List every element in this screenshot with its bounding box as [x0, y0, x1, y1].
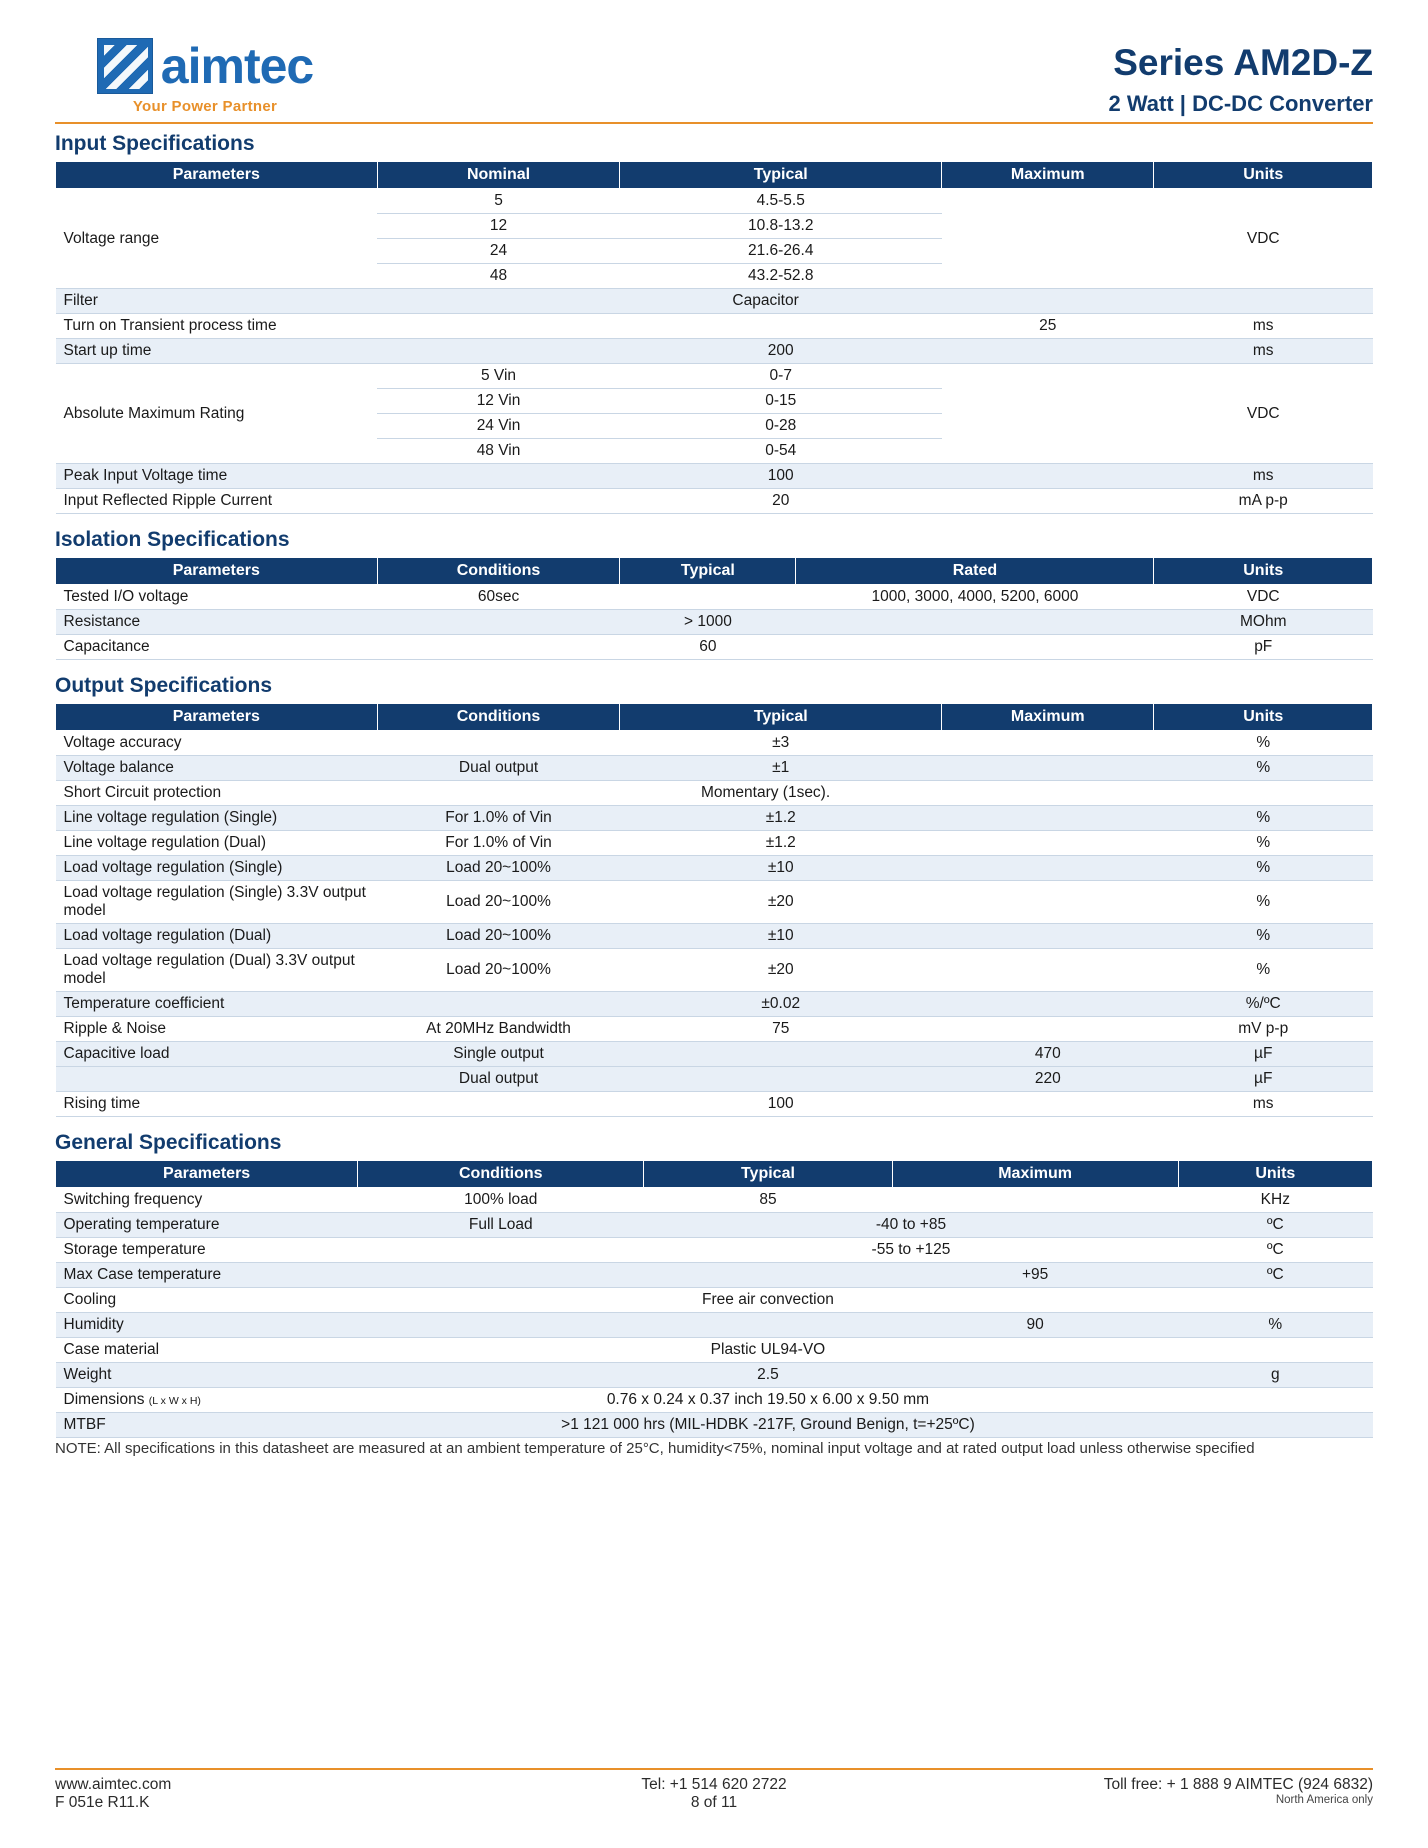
cell-maximum: [942, 1092, 1154, 1117]
cell-typical: 0-54: [620, 439, 942, 464]
param-capacitance: Capacitance: [56, 635, 378, 660]
param-dimensions-sub: (L x W x H): [148, 1395, 201, 1407]
cell-units: MOhm: [1154, 610, 1373, 635]
footer-telephone: Tel: +1 514 620 2722: [641, 1776, 787, 1793]
cell-units: ms: [1154, 339, 1373, 364]
cell-units: %: [1154, 831, 1373, 856]
cell-maximum: [942, 464, 1154, 489]
cell-units: ºC: [1178, 1263, 1372, 1288]
cell-typical: 20: [620, 489, 942, 514]
cell-nominal: 24 Vin: [377, 414, 620, 439]
param-switching-frequency: Switching frequency: [56, 1188, 358, 1213]
param-voltage-range: Voltage range: [56, 189, 378, 289]
footer-region: North America only: [1275, 1794, 1373, 1806]
output-specifications-table: [55, 703, 1373, 1117]
footer-tollfree: Toll free: + 1 888 9 AIMTEC (924 6832): [1103, 1776, 1373, 1793]
col-parameters: Parameters: [56, 162, 378, 189]
cell-typical: [644, 1263, 892, 1288]
param-cooling: Cooling: [56, 1288, 358, 1313]
cell-units: ºC: [1178, 1213, 1372, 1238]
param-max-case-temperature: Max Case temperature: [56, 1263, 358, 1288]
cell-nominal: 5: [377, 189, 620, 214]
cell-typical: ±10: [620, 924, 942, 949]
table-header-row: [56, 558, 1373, 585]
footer-page-number: 8 of 11: [690, 1794, 738, 1811]
cell-units: KHz: [1178, 1188, 1372, 1213]
cell-span-value: 2.5: [358, 1363, 1178, 1388]
col-typical: Typical: [620, 704, 942, 731]
table-row: [56, 1413, 1373, 1438]
table-row: [56, 1213, 1373, 1238]
table-row: [56, 289, 1373, 314]
cell-maximum: [942, 339, 1154, 364]
param-start-up-time: Start up time: [56, 339, 378, 364]
cell-typical: [620, 314, 942, 339]
col-conditions: Conditions: [358, 1161, 644, 1188]
cell-units: %: [1154, 949, 1373, 992]
param-resistance: Resistance: [56, 610, 378, 635]
cell-units: VDC: [1154, 189, 1373, 289]
cell-maximum: 220: [942, 1067, 1154, 1092]
cell-typical: [620, 1042, 942, 1067]
table-row: [56, 992, 1373, 1017]
cell-units: %/ºC: [1154, 992, 1373, 1017]
table-row: [56, 1388, 1373, 1413]
document-title-block: [1109, 38, 1373, 117]
cell-units: [1178, 1288, 1372, 1313]
cell-span-value: 0.76 x 0.24 x 0.37 inch 19.50 x 6.00 x 9.50 mm: [358, 1388, 1178, 1413]
cell-maximum: [942, 756, 1154, 781]
cell-maximum: [942, 1017, 1154, 1042]
cell-conditions: [377, 1092, 620, 1117]
table-row: [56, 881, 1373, 924]
cell-conditions: For 1.0% of Vin: [377, 806, 620, 831]
cell-maximum: +95: [892, 1263, 1178, 1288]
col-conditions: Conditions: [377, 558, 620, 585]
param-tested-io-voltage: Tested I/O voltage: [56, 585, 378, 610]
cell-maximum: [942, 489, 1154, 514]
param-dimensions: [56, 1388, 358, 1413]
table-row: [56, 189, 1373, 214]
param-voltage-accuracy: Voltage accuracy: [56, 731, 378, 756]
cell-conditions: [358, 1238, 644, 1263]
cell-units: pF: [1154, 635, 1373, 660]
table-row: [56, 806, 1373, 831]
param-mtbf: MTBF: [56, 1413, 358, 1438]
cell-conditions: [358, 1263, 644, 1288]
param-short-circuit-protection: Short Circuit protection: [56, 781, 378, 806]
param-load-voltage-regulation-dual: Load voltage regulation (Dual): [56, 924, 378, 949]
page-header: [55, 0, 1373, 120]
cell-maximum: [942, 364, 1154, 464]
param-operating-temperature: Operating temperature: [56, 1213, 358, 1238]
cell-span-value: Momentary (1sec).: [377, 781, 1154, 806]
table-row: [56, 756, 1373, 781]
cell-maximum: 470: [942, 1042, 1154, 1067]
cell-units: g: [1178, 1363, 1372, 1388]
cell-units: ms: [1154, 1092, 1373, 1117]
cell-units: %: [1154, 856, 1373, 881]
cell-conditions: [377, 731, 620, 756]
param-capacitive-load-dual: [56, 1067, 378, 1092]
cell-typical: ±1.2: [620, 806, 942, 831]
cell-conditions: Load 20~100%: [377, 856, 620, 881]
col-maximum: Maximum: [892, 1161, 1178, 1188]
cell-nominal: 24: [377, 239, 620, 264]
param-peak-input-voltage-time: Peak Input Voltage time: [56, 464, 378, 489]
cell-maximum: 90: [892, 1313, 1178, 1338]
footer-center: [494, 1776, 933, 1812]
cell-typical: ±20: [620, 881, 942, 924]
table-row: [56, 1288, 1373, 1313]
cell-units: VDC: [1154, 364, 1373, 464]
cell-units: ºC: [1178, 1238, 1372, 1263]
page-title: Series AM2D-Z: [1113, 42, 1373, 83]
col-typical: Typical: [620, 162, 942, 189]
cell-maximum: 25: [942, 314, 1154, 339]
cell-typical: ±1: [620, 756, 942, 781]
cell-typical: ±10: [620, 856, 942, 881]
input-specifications-table: [55, 161, 1373, 514]
cell-nominal: 48 Vin: [377, 439, 620, 464]
section-title-input: Input Specifications: [55, 132, 255, 155]
isolation-specifications-table: [55, 557, 1373, 660]
cell-nominal: [377, 339, 620, 364]
table-row: [56, 781, 1373, 806]
cell-conditions: [377, 992, 620, 1017]
param-filter: Filter: [56, 289, 378, 314]
cell-typical: 4.5-5.5: [620, 189, 942, 214]
param-turn-on-transient: Turn on Transient process time: [56, 314, 378, 339]
cell-rated: [796, 610, 1154, 635]
table-row: [56, 364, 1373, 389]
cell-typical: 200: [620, 339, 942, 364]
param-absolute-maximum-rating: Absolute Maximum Rating: [56, 364, 378, 464]
cell-typical: 60: [620, 635, 796, 660]
cell-units: %: [1154, 881, 1373, 924]
specifications-note: NOTE: All specifications in this datasheet are measured at an ambient temperature of 25°C, humidity<75%, nominal input voltage and at rated output load unless otherwise specified: [55, 1440, 1255, 1457]
cell-typical: [644, 1313, 892, 1338]
cell-typical: [620, 585, 796, 610]
cell-span-value: Free air convection: [358, 1288, 1178, 1313]
cell-maximum: [942, 949, 1154, 992]
header-divider: [55, 122, 1373, 124]
cell-typical: 21.6-26.4: [620, 239, 942, 264]
table-row: [56, 1017, 1373, 1042]
table-row: [56, 1363, 1373, 1388]
col-units: Units: [1178, 1161, 1372, 1188]
table-header-row: [56, 1161, 1373, 1188]
cell-conditions: At 20MHz Bandwidth: [377, 1017, 620, 1042]
col-parameters: Parameters: [56, 1161, 358, 1188]
cell-nominal: [377, 314, 620, 339]
cell-maximum: [942, 731, 1154, 756]
table-header-row: [56, 162, 1373, 189]
col-units: Units: [1154, 558, 1373, 585]
param-load-voltage-regulation-single-33v: Load voltage regulation (Single) 3.3V output model: [56, 881, 378, 924]
cell-conditions: 60sec: [377, 585, 620, 610]
param-input-reflected-ripple: Input Reflected Ripple Current: [56, 489, 378, 514]
table-row: [56, 1188, 1373, 1213]
cell-typical: 100: [620, 1092, 942, 1117]
param-dimensions-label: Dimensions: [63, 1391, 145, 1408]
param-line-voltage-regulation-single: Line voltage regulation (Single): [56, 806, 378, 831]
cell-maximum: [892, 1188, 1178, 1213]
cell-conditions: Load 20~100%: [377, 949, 620, 992]
cell-span-value: -40 to +85: [644, 1213, 1178, 1238]
cell-conditions: Full Load: [358, 1213, 644, 1238]
cell-maximum: [942, 924, 1154, 949]
section-title-general: General Specifications: [55, 1131, 282, 1154]
col-conditions: Conditions: [377, 704, 620, 731]
col-units: Units: [1154, 162, 1373, 189]
cell-units: %: [1154, 924, 1373, 949]
param-storage-temperature: Storage temperature: [56, 1238, 358, 1263]
param-temperature-coefficient: Temperature coefficient: [56, 992, 378, 1017]
cell-typical: [620, 1067, 942, 1092]
cell-typical: 43.2-52.8: [620, 264, 942, 289]
cell-maximum: [942, 806, 1154, 831]
footer-right: [934, 1776, 1373, 1812]
cell-units: %: [1154, 806, 1373, 831]
cell-nominal: [377, 464, 620, 489]
table-row: [56, 1263, 1373, 1288]
cell-units: VDC: [1154, 585, 1373, 610]
table-row: [56, 1042, 1373, 1067]
footer-left: [55, 1776, 494, 1812]
cell-typical: 0-7: [620, 364, 942, 389]
cell-span-value: >1 121 000 hrs (MIL-HDBK -217F, Ground Benign, t=+25ºC): [358, 1413, 1178, 1438]
cell-conditions: [377, 635, 620, 660]
cell-typical: ±1.2: [620, 831, 942, 856]
cell-rated: [796, 635, 1154, 660]
param-ripple-noise: Ripple & Noise: [56, 1017, 378, 1042]
cell-typical: 0-28: [620, 414, 942, 439]
cell-conditions: [358, 1313, 644, 1338]
table-row: [56, 339, 1373, 364]
logo-tagline: Your Power Partner: [132, 98, 278, 115]
param-case-material: Case material: [56, 1338, 358, 1363]
cell-span-value: -55 to +125: [644, 1238, 1178, 1263]
cell-typical: ±20: [620, 949, 942, 992]
col-units: Units: [1154, 704, 1373, 731]
cell-maximum: [942, 856, 1154, 881]
cell-typical: ±0.02: [620, 992, 942, 1017]
cell-conditions: Dual output: [377, 1067, 620, 1092]
cell-units: [1154, 289, 1373, 314]
cell-nominal: [377, 489, 620, 514]
cell-nominal: 12 Vin: [377, 389, 620, 414]
cell-typical: 100: [620, 464, 942, 489]
col-nominal: Nominal: [377, 162, 620, 189]
cell-units: mA p-p: [1154, 489, 1373, 514]
footer-divider: [55, 1768, 1373, 1770]
table-row: [56, 635, 1373, 660]
aimtec-logo-icon: [97, 38, 153, 94]
col-typical: Typical: [620, 558, 796, 585]
table-row: [56, 731, 1373, 756]
cell-units: %: [1154, 731, 1373, 756]
table-row: [56, 1092, 1373, 1117]
table-row: [56, 464, 1373, 489]
general-specifications-table: [55, 1160, 1373, 1438]
cell-units: [1178, 1338, 1372, 1363]
table-row: [56, 1313, 1373, 1338]
cell-units: %: [1178, 1313, 1372, 1338]
section-title-output: Output Specifications: [55, 674, 273, 697]
cell-filter-value: Capacitor: [377, 289, 1154, 314]
table-row: [56, 1238, 1373, 1263]
brand-logo: [55, 38, 355, 115]
table-row: [56, 1338, 1373, 1363]
cell-rated: 1000, 3000, 4000, 5200, 6000: [796, 585, 1154, 610]
section-title-isolation: Isolation Specifications: [55, 528, 290, 551]
cell-units: [1178, 1388, 1372, 1413]
cell-maximum: [942, 189, 1154, 289]
cell-units: µF: [1154, 1042, 1373, 1067]
cell-conditions: [377, 610, 620, 635]
logo-wordmark: aimtec: [160, 38, 314, 94]
col-maximum: Maximum: [942, 704, 1154, 731]
page-subtitle: 2 Watt | DC-DC Converter: [1108, 90, 1373, 116]
cell-maximum: [942, 992, 1154, 1017]
cell-nominal: 12: [377, 214, 620, 239]
cell-conditions: 100% load: [358, 1188, 644, 1213]
param-capacitive-load: Capacitive load: [56, 1042, 378, 1067]
cell-units: [1154, 781, 1373, 806]
table-row: [56, 585, 1373, 610]
param-load-voltage-regulation-dual-33v: Load voltage regulation (Dual) 3.3V output model: [56, 949, 378, 992]
cell-units: [1178, 1413, 1372, 1438]
table-row: [56, 856, 1373, 881]
col-parameters: Parameters: [56, 704, 378, 731]
cell-units: %: [1154, 756, 1373, 781]
cell-typical: > 1000: [620, 610, 796, 635]
param-humidity: Humidity: [56, 1313, 358, 1338]
cell-maximum: [942, 881, 1154, 924]
cell-typical: 75: [620, 1017, 942, 1042]
col-rated: Rated: [796, 558, 1154, 585]
cell-units: mV p-p: [1154, 1017, 1373, 1042]
cell-maximum: [942, 831, 1154, 856]
col-parameters: Parameters: [56, 558, 378, 585]
footer-website[interactable]: www.aimtec.com: [55, 1776, 172, 1793]
param-load-voltage-regulation-single: Load voltage regulation (Single): [56, 856, 378, 881]
param-voltage-balance: Voltage balance: [56, 756, 378, 781]
param-rising-time: Rising time: [56, 1092, 378, 1117]
cell-conditions: Single output: [377, 1042, 620, 1067]
cell-typical: 85: [644, 1188, 892, 1213]
table-row: [56, 924, 1373, 949]
cell-nominal: 48: [377, 264, 620, 289]
table-row: [56, 1067, 1373, 1092]
col-maximum: Maximum: [942, 162, 1154, 189]
cell-conditions: Load 20~100%: [377, 881, 620, 924]
table-row: [56, 489, 1373, 514]
cell-typical: 10.8-13.2: [620, 214, 942, 239]
param-line-voltage-regulation-dual: Line voltage regulation (Dual): [56, 831, 378, 856]
cell-conditions: Load 20~100%: [377, 924, 620, 949]
cell-typical: 0-15: [620, 389, 942, 414]
cell-conditions: For 1.0% of Vin: [377, 831, 620, 856]
param-weight: Weight: [56, 1363, 358, 1388]
cell-units: ms: [1154, 464, 1373, 489]
table-row: [56, 831, 1373, 856]
table-header-row: [56, 704, 1373, 731]
col-typical: Typical: [644, 1161, 892, 1188]
table-row: [56, 314, 1373, 339]
cell-conditions: Dual output: [377, 756, 620, 781]
table-row: [56, 610, 1373, 635]
cell-units: ms: [1154, 314, 1373, 339]
cell-nominal: 5 Vin: [377, 364, 620, 389]
cell-typical: ±3: [620, 731, 942, 756]
page-footer: [55, 1768, 1373, 1812]
cell-units: µF: [1154, 1067, 1373, 1092]
footer-doc-code: F 051e R11.K: [55, 1794, 150, 1811]
cell-span-value: Plastic UL94-VO: [358, 1338, 1178, 1363]
table-row: [56, 949, 1373, 992]
